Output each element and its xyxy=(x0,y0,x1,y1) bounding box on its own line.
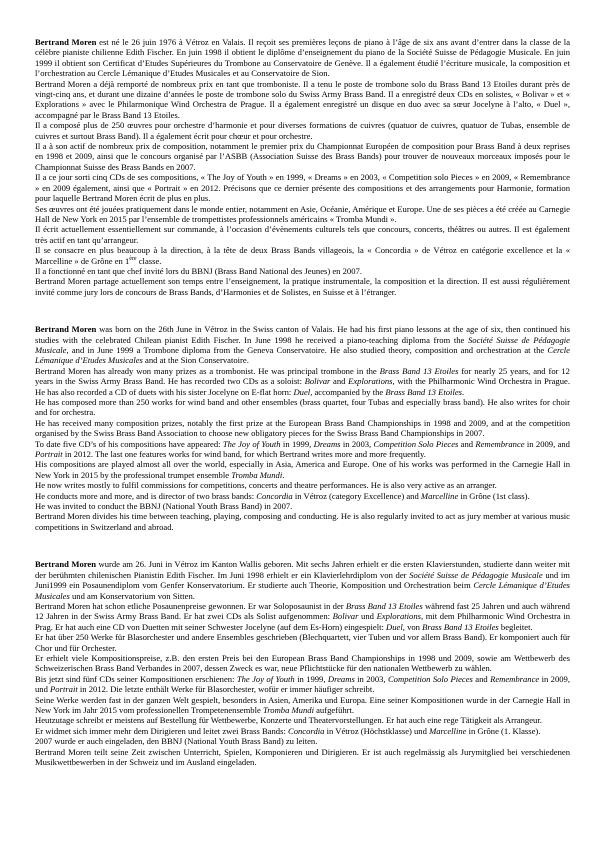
text-run: Duel xyxy=(293,386,311,397)
paragraph xyxy=(35,276,570,297)
paragraph xyxy=(35,480,570,490)
text-run: Bertrand Moren partage actuellement son temps entre l’enseignement, la pratique instrumentale, la composition et la direction. Il est aussi régulièrement invité comme jury lors de concours de Brass Bands, d’Harmonies et de Solistes, en Suisse et à l’étranger. xyxy=(35,276,570,297)
text-run: Heutzutage schreibt er meistens auf Bestellung für Wettbewerbe, Konzerte und Theatervorstellungen. Er hat auch eine rege Tätigkeit als Arrangeur. xyxy=(35,715,542,726)
text-run: Explorations xyxy=(348,376,393,387)
text-run: He was invited to conduct the BBNJ (National Youth Brass Band) in 2007. xyxy=(35,501,293,512)
text-run: Competition Solo Pieces xyxy=(373,438,459,449)
text-run: Er widmet sich immer mehr dem Dirigieren und leitet zwei Brass Bands: xyxy=(35,725,288,736)
text-run: in 2012. Die letzte enthält Werke für Blasorchester, wofür er immer häufiger schreibt. xyxy=(77,684,375,695)
text-run: He has received many composition prizes, notably the first prize at the European Brass Band Championships in 1998 and 2009, and at the competition organised by the Swiss Brass Band Association to choose new obligatory pieces for the Swiss Brass Band Championships in 2007. xyxy=(35,417,570,439)
text-run: was born on the 26th June in Vétroz in the Swiss canton of Valais. He had his first piano lessons at the age of six, then continued his studies with the celebrated Chilean pianist Edith Fischer. In June 1998 he received a piano-teaching diploma from the xyxy=(35,324,571,345)
text-run: und xyxy=(358,611,377,622)
text-run: Société Suisse de Pédagogie Musicale xyxy=(409,569,543,580)
subject-name: Bertrand Moren xyxy=(35,559,97,570)
text-run: Dreams xyxy=(313,438,341,449)
paragraph xyxy=(35,224,570,245)
text-run: Il a ce jour sorti cinq CDs de ses compositions, « The Joy of Youth » en 1999, « Dreams » en 2003, « Competition solo Pieces » en 2009, « Remembrance » en 2009 également, ainsi que « Portrait » en 2012. Précisons que ce dernier présente des compositions et des arrangements pour Harmonie, formation pour laquelle Bertrand Moren écrit de plus en plus. xyxy=(35,172,570,204)
paragraph xyxy=(35,653,570,674)
text-run: Brass Band 13 Etoiles xyxy=(422,621,499,632)
text-run: Ses œuvres ont été jouées pratiquement dans le monde entier, notamment en Asie, Océanie, Amérique et Europe. Une de ses pièces a été créée au Carnegie Hall de New York en 2015 par l’ensemble de trompettistes professionnels américains « Tromba Mundi ». xyxy=(35,203,570,224)
text-run: for nearly 25 years, and for 12 years in the Swiss Army Brass Band. He has recorded two CDs as a soloist: xyxy=(35,365,570,387)
text-run: Competition Solo Pieces xyxy=(387,673,473,684)
text-run: The Joy of Youth xyxy=(236,673,295,684)
text-run: Tromba Mundi xyxy=(231,469,283,480)
text-run: in 2009, and xyxy=(524,438,570,449)
text-run: Dreams xyxy=(327,673,355,684)
paragraph xyxy=(35,715,570,725)
text-run: Bertrand Moren a déjà remporté de nombreux prix en tant que tromboniste. Il a tenu le poste de trombone solo du Brass Band 13 Etoiles durant près de vingt-cinq ans, et durant une dizaine d’années le poste de trombone solo du Swiss Army Brass Band. Il a enregistré deux CDs en solistes, « Bolivar » et « Explorations » avec le Philarmonique Wind Orchestra de Prague. Il a également enregistré un disque en duo avec sa sœur Jocelyne à l’alto, « Duel », accompagné par le Brass Band 13 Etoiles. xyxy=(35,78,570,120)
paragraph xyxy=(35,491,570,501)
subject-name: Bertrand Moren xyxy=(35,324,97,335)
paragraph xyxy=(35,674,570,695)
text-run: in Grône (1st class). xyxy=(458,490,530,501)
paragraph xyxy=(35,37,570,79)
paragraph xyxy=(35,747,570,768)
text-run: , von xyxy=(402,621,423,632)
text-run: His compositions are played almost all over the world, especially in Asia, America and Europe. One of his works was performed in the Carnegie Hall in New York in 2015 by the professional trumpet ensemble xyxy=(35,459,570,480)
text-run: Brass Band 13 Etoiles xyxy=(379,365,459,376)
biography-section-french xyxy=(35,37,570,297)
text-run: Cercle Lémanique d’Etudes Musicales xyxy=(35,580,570,601)
paragraph xyxy=(35,418,570,439)
text-run: and xyxy=(330,376,349,387)
text-run: , and in June 1999 a Trombone diploma from the Geneva Conservatoire. He also studied theory, composition and orchestration at the xyxy=(66,344,548,355)
paragraph xyxy=(35,79,570,121)
text-run: Il écrit actuellement essentiellement sur commande, à l’occasion d’évènements culturels tels que concours, concerts, théâtres ou autres. Il est également très actif en tant qu’arrangeur. xyxy=(35,224,570,245)
text-run: Marcelline xyxy=(429,725,467,736)
paragraph xyxy=(35,204,570,225)
text-run: Il a composé plus de 250 œuvres pour orchestre d’harmonie et pour diverses formations de cuivres (quatuor de cuivres, quatuor de Tubas, ensemble de cuivres et surtout Brass Band). Il a également écrit pour chœur et pour orchestre. xyxy=(35,120,570,141)
text-run: Marcelline xyxy=(420,490,459,501)
text-run: Bertrand Moren teilt seine Zeit zwischen Unterricht, Spielen, Komponieren und Dirigieren. Er ist auch regelmässig als Jurymitglied bei verschiedenen Musikwettbewerben in der Schweiz und im Ausland eingeladen. xyxy=(35,746,570,767)
subject-name: Bertrand Moren xyxy=(35,37,97,47)
text-run: He now writes mostly to fulfil commissions for competitions, concerts and theatre performances. He is also very active as an arranger. xyxy=(35,480,497,491)
text-run: begleitet. xyxy=(498,621,533,632)
text-run: Explorations xyxy=(376,611,421,622)
text-run: Bolivar xyxy=(332,611,359,622)
text-run: wurde am 26. Juni in Vétroz im Kanton Wallis geboren. Mit sechs Jahren erhielt er die ersten Klavierstunden, studierte dann weiter mit der berühmten chilenischen Pianistin Edith Fischer. Im Juni 1998 erhielt er ein Klavierlehrdiplom von der xyxy=(35,559,570,580)
text-run: in Grône (1. Klasse). xyxy=(466,725,541,736)
paragraph xyxy=(35,141,570,172)
text-run: Brass Band 13 Etoiles xyxy=(385,386,462,397)
paragraph xyxy=(35,511,570,532)
text-run: in 2009, und xyxy=(35,673,571,695)
text-run: He has composed more than 250 works for wind band and other ensembles (brass quartet, four Tubas and especially brass band). He also writes for choir and for orchestra. xyxy=(35,397,570,418)
paragraph xyxy=(35,397,570,418)
text-run: Bertrand Moren has already won many prizes as a trombonist. He was principal trombone in the xyxy=(35,365,380,376)
text-run: Bolivar xyxy=(304,376,331,387)
text-run: während fast 25 Jahren und auch während 12 Jahren in der Swiss Army Brass Band. Er hat zwei CDs als Solist aufgenommen: xyxy=(35,600,570,622)
text-run: Remembrance xyxy=(475,438,525,449)
paragraph xyxy=(35,366,570,397)
text-run: 2007 wurde er auch eingeladen, den BBNJ (National Youth Brass Band) zu leiten. xyxy=(35,736,318,747)
paragraph xyxy=(35,501,570,511)
text-run: and xyxy=(472,673,491,684)
text-run: Er erhielt viele Kompositionspreise, z.B. den ersten Preis bei den European Brass Band Championships in 1998 und 2009, sowie am Wettbewerb des Schweizerischen Brass Band Verbandes in 2007, dessen Zweck es war, neue Pflichtstücke für den nationalen Wettbewerb zu wählen. xyxy=(35,652,570,674)
text-run: . xyxy=(282,469,285,480)
text-run: Portrait xyxy=(35,449,63,460)
text-run: in Vétroz (Höchstklasse) und xyxy=(324,725,430,736)
text-run: Er hat über 250 Werke für Blasorchester und andere Ensembles geschrieben (Blechquartett, vier Tuben und vor allem Brass Band). Er komponiert auch für Chor und für Orchester. xyxy=(35,632,570,653)
text-run: in 2012. The last one features works for wind band, for which Bertrand writes more and more frequently. xyxy=(62,449,426,460)
text-run: Il a fonctionné en tant que chef invité lors du BBNJ (Brass Band National des Jeunes) en 2007. xyxy=(35,265,362,276)
text-run: Portrait xyxy=(50,684,78,695)
paragraph xyxy=(35,601,570,632)
text-run: ère xyxy=(129,255,137,262)
paragraph xyxy=(35,172,570,203)
paragraph xyxy=(35,695,570,716)
text-run: Seine Werke werden fast in der ganzen Welt gespielt, besonders in Asien, Amerika und Europa. Eine seiner Kompositionen wurde in der Carnegie Hall in New York im Jahr 2015 vom professionellen Trompetenensemble xyxy=(35,694,570,715)
text-run: in 1999, xyxy=(280,438,314,449)
text-run: . xyxy=(462,386,465,397)
text-run: Concordia xyxy=(287,725,325,736)
text-run: The Joy of Youth xyxy=(222,438,281,449)
text-run: Société Suisse de Pédagogie Musicale xyxy=(35,334,570,355)
paragraph xyxy=(35,245,570,266)
paragraph xyxy=(35,632,570,653)
paragraph xyxy=(35,459,570,480)
text-run: and xyxy=(458,438,476,449)
text-run: in Vétroz (category Excellence) and xyxy=(292,490,421,501)
text-run: und am Konservatorium von Sitten. xyxy=(69,590,195,601)
text-run: classe. xyxy=(136,255,162,266)
text-run: , accompanied by the xyxy=(310,386,386,397)
text-run: Concordia xyxy=(256,490,293,501)
text-run: Remembrance xyxy=(490,673,540,684)
text-run: Duel xyxy=(386,621,403,632)
paragraph xyxy=(35,726,570,736)
text-run: He conducts more and more, and is director of two brass bands: xyxy=(35,490,257,501)
text-run: in 2003, xyxy=(340,438,374,449)
text-run: in 2003, xyxy=(354,673,388,684)
text-run: Bis jetzt sind fünf CDs seiner Kompositionen erschienen: xyxy=(35,673,237,684)
biography-section-english xyxy=(35,324,570,532)
text-run: aufgeführt. xyxy=(313,704,355,715)
text-run: and at the Sion Conservatoire. xyxy=(142,355,249,366)
paragraph xyxy=(35,266,570,276)
text-run: est né le 26 juin 1976 à Vétroz en Valais. Il reçoit ses premières leçons de piano à l’âge de six ans avant d’entrer dans la classe de la célèbre pianiste chilienne Edith Fischer. En juin 1998 il obtient le diplôme d’enseignement du piano de la Société Suisse de Pédagogie Musicale. En juin 1999 il obtient son Certificat d’Etudes Supérieures du Trombone au Conservatoire de Genève. Il a également étudié l’écriture musicale, la composition et l’orchestration au Cercle Lémanique d’Etudes Musicales et au Conservatoire de Sion. xyxy=(35,37,571,79)
paragraph xyxy=(35,324,570,366)
text-run: Il a à son actif de nombreux prix de composition, notamment le premier prix du Championnat Européen de composition pour Brass Band à deux reprises en 1998 et 2009, ainsi que le concours organisé par l’ASBB (Association Suisse des Brass Bands) pour trouver de nouveaux morceaux imposés pour le Championnat Suisse des Brass Bands en 2007. xyxy=(35,141,570,172)
text-run: Cercle Lémanique d’Etudes Musicales xyxy=(35,344,570,366)
text-run: Bertrand Moren hat schon etliche Posaunenpreise gewonnen. Er war Soloposaunist in der xyxy=(35,600,346,611)
text-run: und im Juni1999 ein Posaunendiplom vom Genfer Konservatorium. Er studierte auch Theorie, Komposition und Orchestration beim xyxy=(35,569,570,591)
text-run: To date five CD’s of his compositions have appeared: xyxy=(35,438,223,449)
text-run: Il se consacre en plus beaucoup à la direction, à la tête de deux Brass Bands villageois, la « Concordia » de Vétroz en catégorie excellence et la « Marcelline » de Grône en 1 xyxy=(35,245,570,266)
paragraph xyxy=(35,439,570,460)
text-run: in 1999, xyxy=(294,673,328,684)
text-run: Bertrand Moren divides his time between teaching, playing, composing and conducting. He is also regularly invited to act as jury member at various music competitions in Switzerland and abroad. xyxy=(35,511,570,532)
text-run: , with the Philharmonic Wind Orchestra in Prague. He has also recorded a CD of duets with his sister Jocelyne on E-flat horn: xyxy=(35,376,570,397)
text-run: Brass Band 13 Etoiles xyxy=(345,600,423,611)
text-run: , mit dem Philharmonic Wind Orchestra in Prag. Er hat auch eine CD von Duetten mit seiner Schwester Jocelyne (auf dem Es-Horn) eingespielt: xyxy=(35,611,571,632)
paragraph xyxy=(35,736,570,746)
paragraph xyxy=(35,559,570,601)
biography-section-german xyxy=(35,559,570,767)
paragraph xyxy=(35,120,570,141)
text-run: Tromba Mundi xyxy=(262,704,314,715)
